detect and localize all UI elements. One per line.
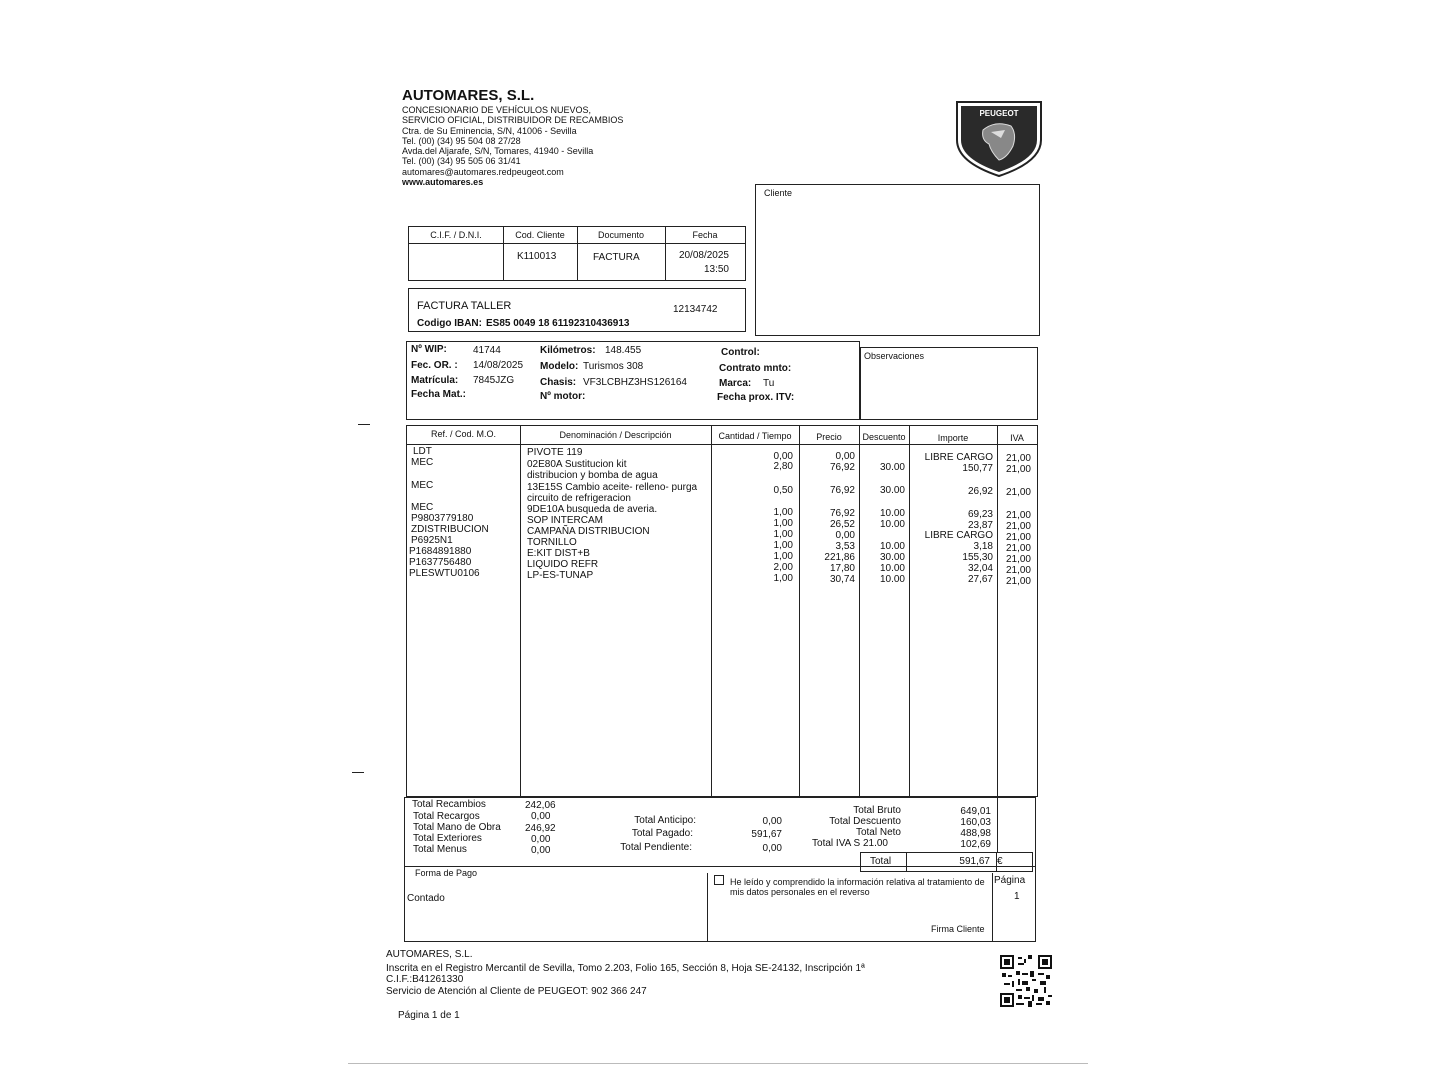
header-col-cif: C.I.F. / D.N.I. — [430, 230, 482, 240]
total-descuento-label: Total Descuento — [829, 816, 901, 827]
cod-cliente-value: K110013 — [517, 251, 557, 262]
marca-value: Tu — [763, 378, 775, 389]
grand-total-label: Total — [870, 856, 892, 867]
grand-total-value: 591,67 — [959, 856, 990, 867]
company-website: www.automares.es — [402, 177, 484, 187]
observaciones-box — [860, 347, 1038, 420]
iban-value: ES85 0049 18 61192310436913 — [486, 318, 630, 329]
chasis-label: Chasis: — [540, 377, 577, 388]
lines-table: Ref. / Cod. M.O. Denominación / Descripción Cantidad / Tiempo Precio Descuento Importe IVA LDT PIVOTE 119 0,00 0,00 LIBRE CARGO 21,00 MEC 02E80A Sustitucion kit 2,80 76,92 30.00 150,77 21,00 distribucion y bomba de agua MEC 13E15S Cambio aceite- relleno- purga 0,50 76,92 30.00 26,92 21,00 circuito de refrigeracion MEC 9DE10A busqueda de averia. 1,00 76,92 10.00 69,23 21,00 P9803779180 SOP INTERCAM 1,00 26,52 10.00 23,87 21,00 ZDISTRIBUCION CAMPAÑA DISTRIBUCION 1,00 0,00 LIBRE CARGO 21,00 P6925N1 TORNILLO 1,00 3,53 10.00 3,18 21,00 P1684891880 E:KIT DIST+B 1,00 221,86 30.00 155,30 21,00 P1637756480 LIQUIDO REFR 2,00 17,80 10.00 32,04 21,00 PLESWTU0106 LP-ES-TUNAP 1,00 30,74 10.00 27,67 21,00 — [406, 425, 1038, 797]
vehicle-box — [406, 341, 860, 420]
total-pendiente-label: Total Pendiente: — [620, 842, 692, 853]
company-line: Tel. (00) (34) 95 504 08 27/28 — [402, 136, 521, 146]
modelo-value: Turismos 308 — [583, 361, 644, 372]
observaciones-label: Observaciones — [864, 351, 925, 361]
currency-symbol: € — [997, 856, 1003, 867]
qr-code — [1000, 955, 1052, 1007]
forma-pago-value: Contado — [407, 893, 445, 904]
total-pendiente-value: 0,00 — [762, 843, 782, 854]
col-amount: Importe — [937, 433, 969, 443]
total-exteriores-value: 0,00 — [531, 834, 551, 845]
matricula-value: 7845JZG — [473, 375, 515, 386]
total-pagado-label: Total Pagado: — [631, 828, 693, 839]
page-bottom-edge — [348, 1063, 1088, 1064]
total-neto-value: 488,98 — [960, 828, 991, 839]
consent-line-1: He leído y comprendido la información relativa al tratamiento de — [730, 877, 985, 887]
footer-company: AUTOMARES, S.L. — [386, 949, 473, 960]
peugeot-logo — [955, 100, 1043, 178]
total-pagado-value: 591,67 — [751, 829, 782, 840]
total-bruto-value: 649,01 — [960, 806, 991, 817]
pagina-label: Página — [994, 875, 1026, 886]
company-name: AUTOMARES, S.L. — [402, 87, 535, 104]
col-disc: Descuento — [862, 432, 906, 442]
header-table — [408, 226, 746, 281]
motor-label: Nº motor: — [540, 391, 586, 402]
fec-or-value: 14/08/2025 — [473, 360, 524, 371]
col-desc: Denominación / Descripción — [559, 430, 672, 440]
scan-mark-top — [358, 424, 370, 425]
forma-pago-label: Forma de Pago — [415, 868, 478, 878]
matricula-label: Matrícula: — [411, 375, 459, 386]
company-line: Tel. (00) (34) 95 505 06 31/41 — [402, 156, 521, 166]
total-anticipo-label: Total Anticipo: — [634, 815, 696, 826]
hora-value: 13:50 — [703, 264, 729, 275]
company-line: SERVICIO OFICIAL, DISTRIBUIDOR DE RECAMBIOS — [402, 115, 624, 125]
total-mano-obra-value: 246,92 — [525, 823, 556, 834]
col-iva: IVA — [1010, 433, 1024, 443]
total-iva-value: 102,69 — [960, 839, 991, 850]
fec-or-label: Fec. OR. : — [411, 360, 458, 371]
wip-label: Nº WIP: — [411, 344, 447, 355]
total-recargos-value: 0,00 — [531, 811, 551, 822]
invoice-number: 12134742 — [673, 304, 718, 315]
total-bruto-label: Total Bruto — [853, 805, 901, 816]
total-iva-label: Total IVA S 21.00 — [812, 838, 888, 849]
total-anticipo-value: 0,00 — [762, 816, 782, 827]
col-qty: Cantidad / Tiempo — [718, 431, 792, 441]
consent-checkbox[interactable] — [714, 875, 724, 885]
total-recargos-label: Total Recargos — [413, 811, 480, 822]
col-ref: Ref. / Cod. M.O. — [430, 429, 497, 439]
footer-service: Servicio de Atención al Cliente de PEUGEOT: 902 366 247 — [386, 986, 647, 997]
total-neto-label: Total Neto — [855, 827, 901, 838]
footer-registry: Inscrita en el Registro Mercantil de Sevilla, Tomo 2.203, Folio 165, Sección 8, Hoja SE-24132, Inscripción 1ª — [386, 963, 865, 974]
total-mano-obra-label: Total Mano de Obra — [413, 822, 501, 833]
company-email: automares@automares.redpeugeot.com — [402, 167, 564, 177]
company-line: Avda.del Aljarafe, S/N, Tomares, 41940 - Sevilla — [402, 146, 594, 156]
control-label: Control: — [721, 347, 760, 358]
total-menus-label: Total Menus — [413, 844, 467, 855]
footer-cif: C.I.F.:B41261330 — [386, 974, 464, 985]
modelo-label: Modelo: — [540, 361, 579, 372]
total-descuento-value: 160,03 — [960, 817, 991, 828]
header-col-documento: Documento — [597, 230, 645, 240]
itv-label: Fecha prox. ITV: — [717, 392, 795, 403]
col-price: Precio — [816, 432, 842, 442]
fecha-value: 20/08/2025 — [678, 250, 729, 261]
pagina-value: 1 — [1014, 891, 1020, 902]
cliente-box — [755, 184, 1040, 336]
km-value: 148.455 — [605, 345, 642, 356]
invoice-type-box — [408, 288, 746, 332]
company-line: Ctra. de Su Eminencia, S/N, 41006 - Sevilla — [402, 126, 577, 136]
total-menus-value: 0,00 — [531, 845, 551, 856]
header-col-fecha: Fecha — [692, 230, 718, 240]
invoice-type: FACTURA TALLER — [417, 300, 512, 312]
cliente-label: Cliente — [764, 188, 793, 198]
footer-page-of: Página 1 de 1 — [398, 1010, 460, 1021]
total-recambios-label: Total Recambios — [412, 799, 486, 810]
contrato-label: Contrato mnto: — [719, 363, 792, 374]
documento-value: FACTURA — [593, 252, 640, 263]
km-label: Kilómetros: — [540, 345, 596, 356]
fecha-mat-label: Fecha Mat.: — [411, 389, 467, 400]
company-line: CONCESIONARIO DE VEHÍCULOS NUEVOS, — [402, 105, 592, 115]
marca-label: Marca: — [719, 378, 752, 389]
total-exteriores-label: Total Exteriores — [413, 833, 482, 844]
consent-line-2: mis datos personales en el reverso — [730, 887, 870, 897]
chasis-value: VF3LCBHZ3HS126164 — [583, 377, 687, 388]
scan-mark-bottom — [352, 772, 364, 773]
iban-label: Codigo IBAN: — [417, 318, 482, 329]
firma-cliente: Firma Cliente — [931, 924, 985, 934]
peugeot-brand-text: PEUGEOT — [979, 109, 1019, 118]
total-recambios-value: 242,06 — [525, 800, 556, 811]
header-col-cod-cliente: Cod. Cliente — [515, 230, 565, 240]
wip-value: 41744 — [473, 345, 501, 356]
